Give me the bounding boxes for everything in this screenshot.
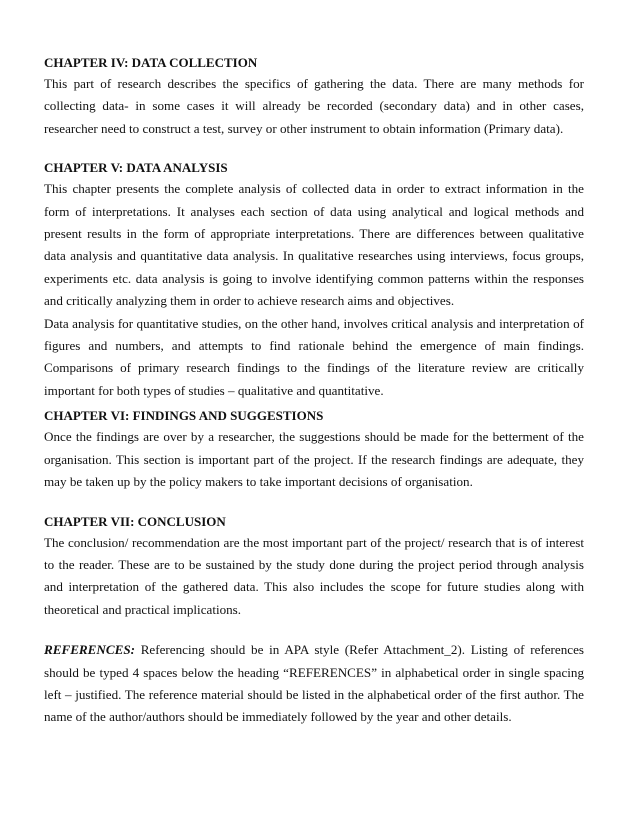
section-data-analysis bbox=[44, 158, 584, 402]
section-data-collection bbox=[44, 53, 584, 140]
references-label: REFERENCES: bbox=[44, 642, 135, 658]
paragraph-references bbox=[44, 639, 584, 729]
section-references bbox=[44, 639, 584, 729]
paragraph-conclusion: The conclusion/ recommendation are the most important part of the project/ research that is of interest to the reader. These are to be sustained by the study done during the project period through analysis and interpretation of the gathered data. This also includes the scope for future studies along with theoretical and practical implications. bbox=[44, 534, 584, 617]
paragraph-data-analysis-1: This chapter presents the complete analysis of collected data in order to extract information in the form of interpretations. It analyses each section of data using analytical and logical methods and present results in the form of appropriate interpretations. There are differences between qualitative data analysis and quantitative data analysis. In qualitative researches using interviews, focus groups, experiments etc. data analysis is going to involve identifying common patterns within the responses and critically analyzing them in order to achieve research aims and objectives. bbox=[44, 181, 584, 309]
references-text: Referencing should be in APA style (Refer Attachment_2). Listing of references should be typed 4 spaces below the heading “REFERENCES” in alphabetical order in single spacing left – justified. The reference material should be listed in the alphabetical order of the first author. The name of the author/authors should be immediately followed by the year and other details. bbox=[44, 642, 584, 725]
section-conclusion bbox=[44, 512, 584, 622]
section-findings bbox=[44, 406, 584, 493]
heading-findings: CHAPTER VI: FINDINGS AND SUGGESTIONS bbox=[44, 408, 324, 424]
heading-data-analysis: CHAPTER V: DATA ANALYSIS bbox=[44, 160, 228, 176]
heading-conclusion: CHAPTER VII: CONCLUSION bbox=[44, 513, 226, 529]
document-page bbox=[44, 53, 584, 729]
paragraph-data-analysis-2: Data analysis for quantitative studies, on the other hand, involves critical analysis and interpretation of figures and numbers, and attempts to find rationale behind the emergence of main findings. Comparisons of primary research findings to the findings of the literature review are critically important for both types of studies – qualitative and quantitative. bbox=[44, 315, 584, 398]
paragraph-findings: Once the findings are over by a researcher, the suggestions should be made for the betterment of the organisation. This section is important part of the project. If the research findings are adequate, they may be taken up by the policy makers to take important decisions of organisation. bbox=[44, 429, 584, 490]
paragraph-data-collection: This part of research describes the specifics of gathering the data. There are many methods for collecting data- in some cases it will already be recorded (secondary data) and in other cases, researcher need to construct a test, survey or other instrument to obtain information (Primary data). bbox=[44, 76, 584, 136]
heading-data-collection: CHAPTER IV: DATA COLLECTION bbox=[44, 55, 258, 70]
